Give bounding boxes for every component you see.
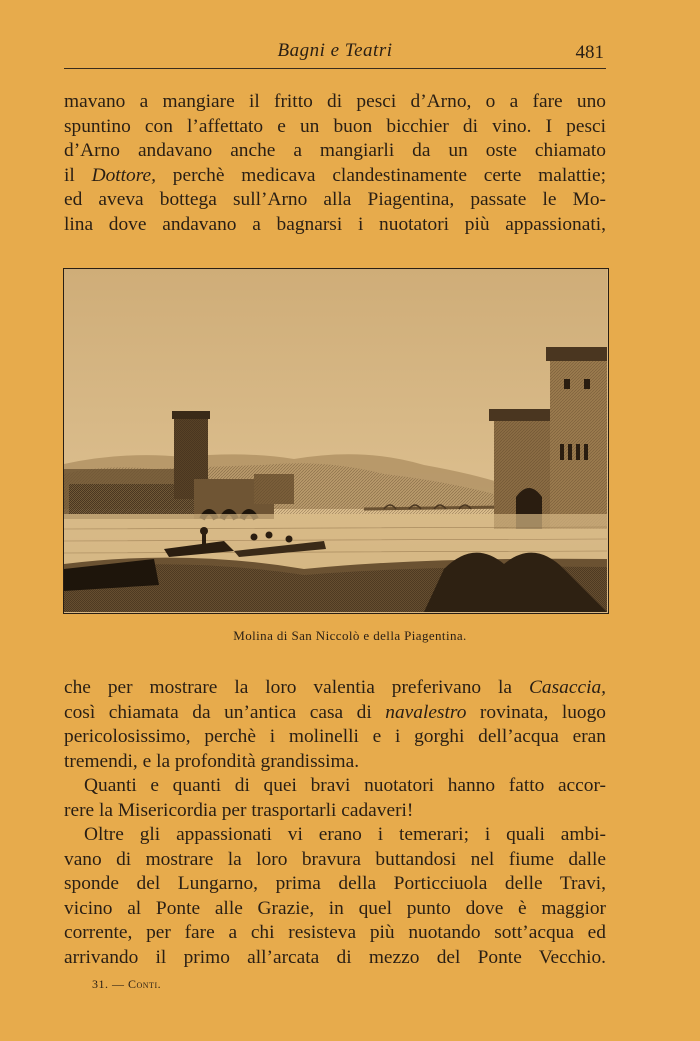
paragraph-1 [64,90,606,237]
text-line: rere la Misericordia per trasportarli cadaveri! [64,799,414,821]
signature-name: Conti. [128,977,162,991]
text-segment: che per mostrare la loro valentia preferivano la [64,677,529,698]
text-line: mavano a mangiare il fritto di pesci d’Arno, o a fare uno [64,91,606,112]
text-segment: così chiamata da un’antica casa di [64,701,386,723]
text-segment: il [64,164,92,186]
italic-term: Casaccia, [528,677,606,698]
printer-signature [92,977,161,992]
text-line: arrivando il primo all’arcata di mezzo del Ponte Vecchio. [64,946,606,968]
paragraph-2 [64,676,606,774]
text-line: corrente, per fare a chi resisteva più nuotando sott’acqua ed [64,922,606,943]
engraving-illustration [63,268,609,614]
italic-term: navalestro [385,701,467,723]
text-line: Quanti e quanti di quei bravi nuotatori hanno fatto accor- [84,775,606,796]
text-line: tremendi, e la profondità grandissima. [64,750,360,772]
text-line [64,164,606,189]
text-segment: rovinata, luogo [466,701,607,723]
paragraph-4 [64,823,606,970]
text-line: sponde del Lungarno, prima della Porticciuola delle Travi, [64,873,606,894]
text-line: spuntino con l’affettato e un buon bicchier di vino. I pesci [64,115,606,137]
text-line: lina dove andavano a bagnarsi i nuotatori più appassionati, [64,213,606,235]
text-line: vicino al Ponte alle Grazie, in quel punto dove è maggior [64,897,606,919]
engraving-drawing [64,269,607,612]
page-number: 481 [575,42,604,63]
text-line: pericolosissimo, perchè i molinelli e i gorghi dell’acqua eran [64,726,606,747]
figure-caption: Molina di San Niccolò e della Piagentina. [233,628,467,643]
text-line: d’Arno andavano anche a mangiarli da un oste chiamato [64,140,606,161]
paragraph-3 [64,774,606,823]
signature-number: 31. — [92,977,125,991]
text-line [64,701,606,726]
text-line: Oltre gli appassionati vi erano i temerari; i quali ambi- [84,824,606,845]
text-segment: perchè medicava clandestinamente certe malattie; [156,164,606,186]
italic-term: Dottore, [91,164,157,186]
header-rule [64,68,606,69]
text-line: ed aveva bottega sull’Arno alla Piagentina, passate le Mo- [64,189,606,210]
page-header [64,40,606,68]
running-title: Bagni e Teatri [277,40,393,61]
text-line [64,676,606,701]
text-line: vano di mostrare la loro bravura buttandosi nel fiume dalle [64,848,606,870]
